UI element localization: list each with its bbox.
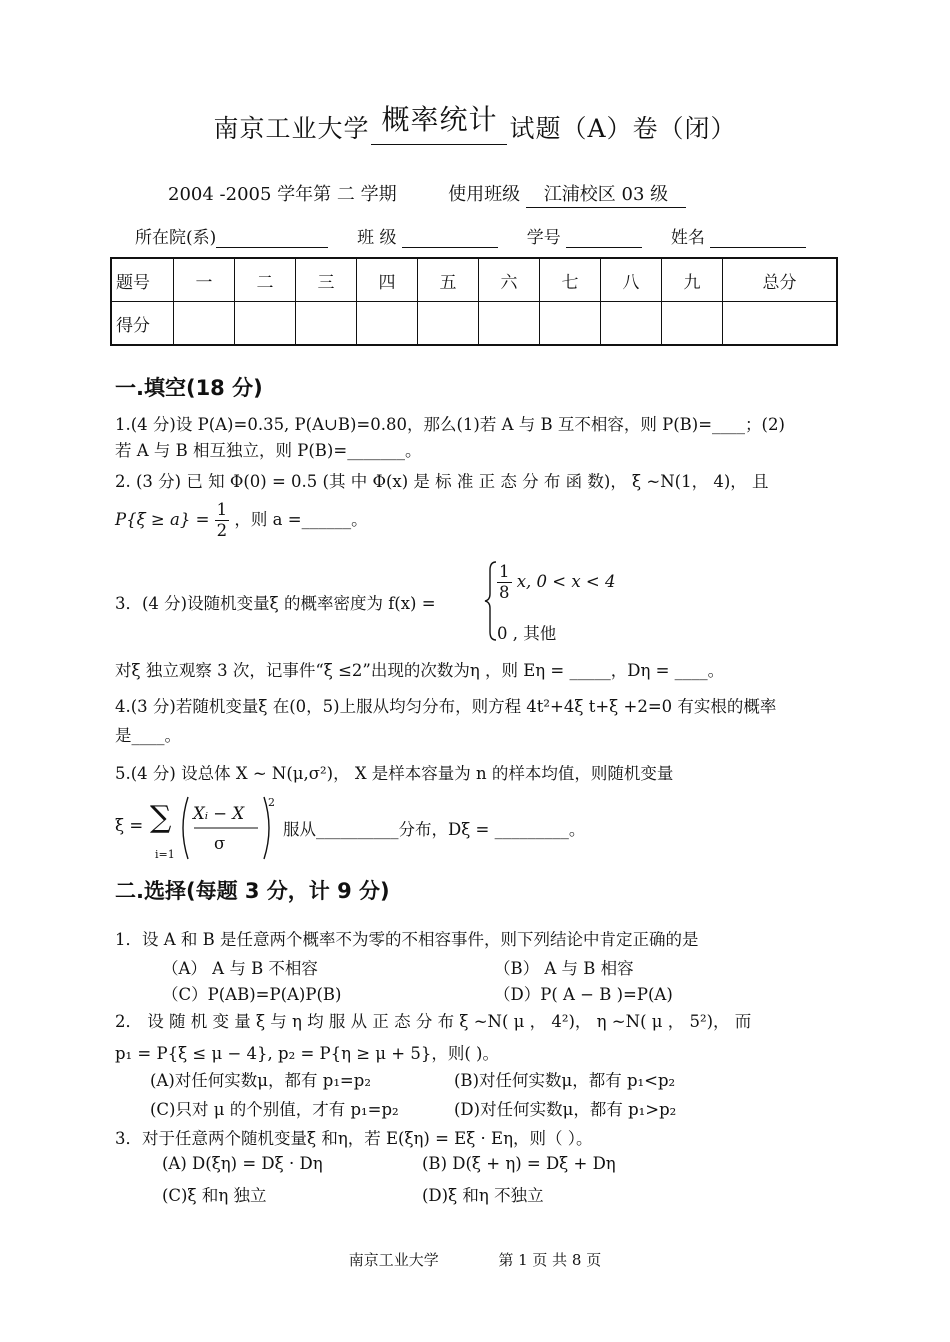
exam-type: 试题（A）卷（闭） (509, 114, 737, 143)
q5-xi-label: ξ = (115, 816, 144, 835)
score-header-cell: 题号 (111, 258, 174, 302)
s2-q1-option-c[interactable]: （C）P(AB)=P(A)P(B) (162, 985, 342, 1004)
score-table (110, 257, 838, 346)
q3-case1-expr: x, 0 < x < 4 (516, 572, 616, 591)
s2-q1: 1．设 A 和 B 是任意两个概率不为零的不相容事件，则下列结论中肯定正确的是 (115, 930, 699, 949)
term-line (168, 180, 686, 208)
score-cell[interactable] (296, 302, 357, 346)
s2-q1-option-a[interactable]: （A） A 与 B 不相容 (162, 959, 318, 978)
q5-exponent: 2 (268, 796, 275, 809)
academic-year: 2004 -2005 (168, 184, 272, 205)
score-cell[interactable] (662, 302, 723, 346)
q5-sum-sign: ∑ (150, 800, 172, 835)
score-header-cell: 八 (601, 258, 662, 302)
score-header-cell: 七 (540, 258, 601, 302)
exam-title (0, 103, 950, 153)
q2-frac-num: 1 (216, 500, 228, 519)
school-name: 南京工业大学 (213, 114, 370, 143)
score-row-label: 得分 (111, 302, 174, 346)
score-cell[interactable] (479, 302, 540, 346)
q2-line-a: 2. (3 分) 已 知 Φ(0) = 0.5 (其 中 Φ(x) 是 标 准 正 态 分 布 函 数)， ξ ~N(1， 4)， 且 (115, 472, 769, 491)
q3-brace (484, 560, 498, 642)
score-cell[interactable] (601, 302, 662, 346)
score-header-cell: 四 (357, 258, 418, 302)
score-cell[interactable] (235, 302, 296, 346)
s2-q3-option-d[interactable]: (D)ξ 和η 不独立 (422, 1186, 544, 1205)
score-cell[interactable] (540, 302, 601, 346)
score-cell[interactable] (174, 302, 235, 346)
q5-line-a: 5.(4 分) 设总体 X ~ N(μ,σ²)， X 是样本容量为 n 的样本均值，则随机变量 (115, 764, 674, 783)
section1-title: 一.填空(18 分) (115, 376, 263, 400)
s2-q1-option-d[interactable]: （D）P( A − B )=P(A) (494, 985, 673, 1004)
score-table-header-row (111, 258, 837, 302)
q3-case1-frac (497, 562, 512, 603)
score-header-cell: 总分 (723, 258, 838, 302)
q2-expr-right: ，则 a =______。 (234, 510, 368, 529)
q2-line-b (115, 500, 368, 541)
s2-q3-option-c[interactable]: (C)ξ 和η 独立 (162, 1186, 267, 1205)
s2-q2-option-c[interactable]: (C)只对 μ 的个别值，才有 p₁=p₂ (150, 1100, 399, 1119)
student-name-label: 姓名 (670, 228, 705, 248)
q3-case1-den: 8 (499, 583, 510, 602)
class-field[interactable] (402, 229, 498, 248)
footer-page-number: 第 1 页 共 8 页 (498, 1251, 602, 1269)
q2-expr-left: P{ξ ≥ a} = (115, 510, 210, 529)
q1-line-b: 若 A 与 B 相互独立，则 P(B)=_______。 (115, 441, 422, 460)
section2-title: 二.选择(每题 3 分，计 9 分) (115, 879, 390, 903)
s2-q3: 3．对于任意两个随机变量ξ 和η，若 E(ξη) = Eξ · Eη，则（ ）。 (115, 1129, 593, 1148)
class-value: 江浦校区 03 级 (526, 180, 686, 208)
q5-denominator: σ (214, 834, 226, 853)
score-header-cell: 三 (296, 258, 357, 302)
s2-q3-option-b[interactable]: (B) D(ξ + η) = Dξ + Dη (422, 1154, 616, 1173)
page-footer (0, 1249, 950, 1270)
score-cell[interactable] (723, 302, 838, 346)
student-info-line (135, 223, 806, 248)
score-header-cell: 六 (479, 258, 540, 302)
q2-fraction (215, 500, 230, 541)
q3-case2: 0 , 其他 (497, 624, 557, 643)
q5-numerator: Xᵢ − X (193, 804, 245, 823)
q4-line-b: 是____。 (115, 726, 181, 745)
dept-field[interactable] (216, 229, 328, 248)
class-label: 使用班级 (448, 184, 521, 205)
q4-line-a: 4.(3 分)若随机变量ξ 在(0，5)上服从均匀分布，则方程 4t²+4ξ t+ξ +2=0 有实根的概率 (115, 697, 777, 716)
class2-label: 班 级 (357, 228, 397, 248)
course-name: 概率统计 (371, 98, 507, 145)
s2-q2-option-b[interactable]: (B)对任何实数μ，都有 p₁<p₂ (454, 1071, 676, 1090)
q3-label: 3．(4 分)设随机变量ξ 的概率密度为 f(x) = (115, 594, 436, 613)
s2-q2-option-a[interactable]: (A)对任何实数μ，都有 p₁=p₂ (150, 1071, 371, 1090)
score-cell[interactable] (418, 302, 479, 346)
dept-label: 所在院(系) (135, 228, 217, 248)
student-id-field[interactable] (566, 229, 642, 248)
footer-school: 南京工业大学 (348, 1251, 439, 1269)
score-header-cell: 五 (418, 258, 479, 302)
q3-case1-num: 1 (499, 562, 510, 581)
s2-q3-option-a[interactable]: (A) D(ξη) = Dξ · Dη (162, 1154, 323, 1173)
s2-q2-option-d[interactable]: (D)对任何实数μ，都有 p₁>p₂ (454, 1100, 677, 1119)
term-text: 学年第 二 学期 (277, 184, 397, 205)
q5-sum-lower: i=1 (155, 848, 175, 861)
score-cell[interactable] (357, 302, 418, 346)
q1-line-a: 1.(4 分)设 P(A)=0.35, P(A∪B)=0.80，那么(1)若 A 与 B 互不相容，则 P(B)=____；(2) (115, 415, 785, 434)
q3-case1 (497, 562, 615, 603)
q2-frac-den: 2 (216, 521, 228, 540)
score-header-cell: 一 (174, 258, 235, 302)
s2-q2-line-a: 2． 设 随 机 变 量 ξ 与 η 均 服 从 正 态 分 布 ξ ~N( μ ， 4²)， η ~N( μ ， 5²)， 而 (115, 1012, 752, 1031)
q5-line-b: 服从__________分布，Dξ = _________。 (283, 820, 586, 839)
score-table-score-row (111, 302, 837, 346)
student-id-label: 学号 (526, 228, 561, 248)
s2-q2-line-b: p₁ = P{ξ ≤ μ − 4}, p₂ = P{η ≥ μ + 5}，则( )。 (115, 1044, 499, 1063)
score-header-cell: 九 (662, 258, 723, 302)
student-name-field[interactable] (710, 229, 806, 248)
q3-line-b: 对ξ 独立观察 3 次，记事件“ξ ≤2”出现的次数为η ，则 Eη = _____，Dη = ____。 (115, 661, 725, 680)
s2-q1-option-b[interactable]: （B） A 与 B 相容 (494, 959, 634, 978)
score-header-cell: 二 (235, 258, 296, 302)
